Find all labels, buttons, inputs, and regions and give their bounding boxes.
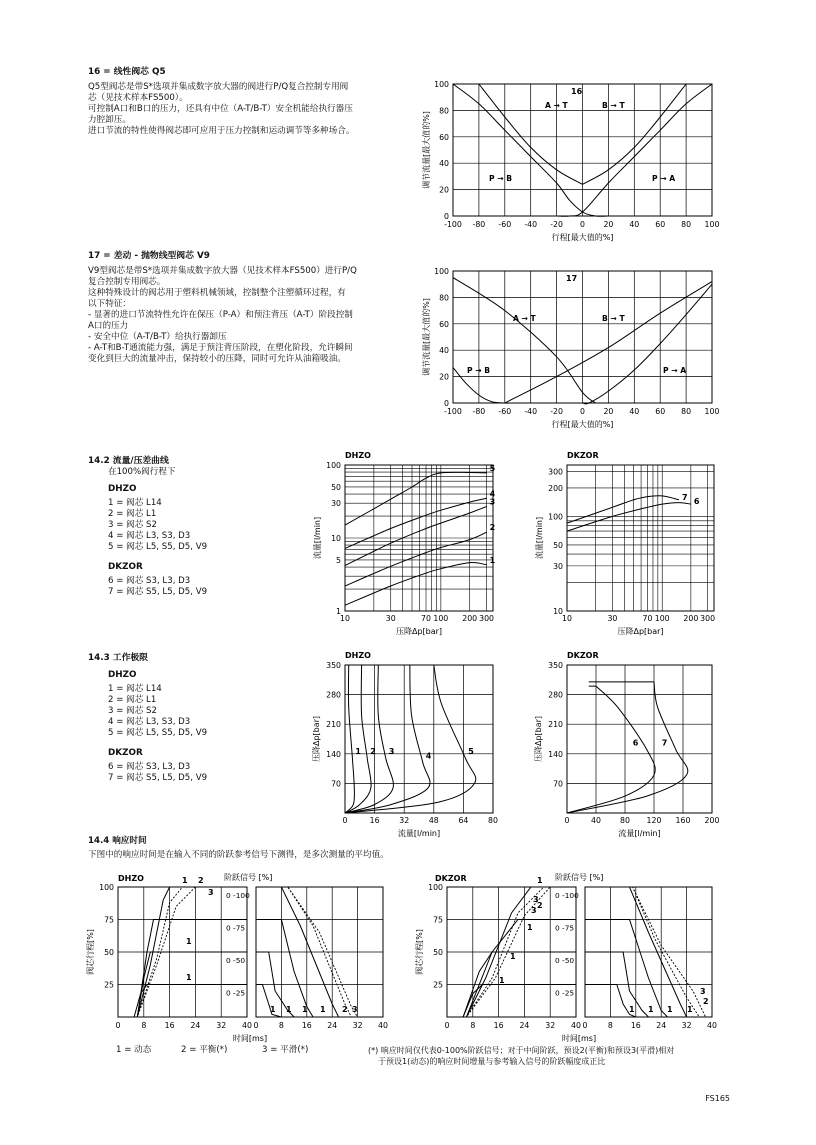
chart-title: 阶跃信号 [%]: [224, 873, 273, 882]
section-17-line: 变化到巨大的流量冲击，保持较小的压降，同时可允许从油箱吸油。: [88, 354, 346, 364]
plot-frame: [567, 665, 712, 813]
x-tick-label: -100: [444, 220, 462, 229]
y-tick-label: 70: [553, 779, 563, 789]
x-tick-label: 20: [603, 220, 614, 229]
y-tick-label: 50: [553, 540, 563, 550]
step-signal-label: 0 -100: [226, 891, 250, 900]
x-tick-label: 16: [164, 1021, 175, 1030]
step-signal-label: 0 -50: [555, 956, 575, 965]
x-tick-label: -80: [472, 407, 486, 416]
legend-item: 5 = 阀芯 L5, S5, D5, V9: [108, 728, 208, 738]
x-tick-label: 160: [675, 816, 691, 825]
response-note-line: (*) 响应时间仅代表0-100%阶跃信号；对于中间阶跃，预设2(平衡)和预设3(平滑)相对: [368, 1046, 675, 1055]
series-line: [345, 532, 487, 586]
series-label: 7: [661, 738, 668, 748]
x-tick-label: 0: [342, 816, 348, 825]
y-tick-label: 75: [433, 915, 443, 925]
legend-item: 4 = 阀芯 L3, S3, D3: [108, 717, 191, 727]
legend-item: 7 = 阀芯 S5, L5, D5, V9: [108, 773, 208, 783]
response-legend-2: 2 = 平衡(*): [181, 1045, 228, 1055]
series-label: 1: [320, 1005, 326, 1014]
flow-path-label: P → B: [489, 174, 513, 183]
series-label: 3: [352, 1005, 358, 1014]
legend-item: 6 = 阀芯 S3, L3, D3: [108, 762, 191, 772]
series-line: [345, 665, 430, 813]
x-tick-label: -60: [498, 407, 512, 416]
section-14-4-heading: 14.4 响应时间: [88, 836, 147, 846]
series-label: 2: [489, 523, 496, 533]
series-line: [345, 665, 393, 813]
series-label: 1: [286, 1005, 292, 1014]
series-label: 2: [537, 901, 543, 910]
x-tick-label: 80: [681, 407, 692, 416]
section-14-4-desc: 下图中的响应时间是在输入不同的阶跃参考信号下测得，是多次测量的平均值。: [88, 850, 389, 860]
response-legend-3: 3 = 平滑(*): [262, 1045, 309, 1055]
x-tick-label: 8: [607, 1021, 613, 1030]
x-tick-label: 40: [591, 816, 601, 825]
x-tick-label: 0: [580, 407, 585, 416]
flow-path-label: B → T: [602, 314, 625, 323]
y-tick-label: 100: [434, 80, 449, 89]
step-signal-label: 0 -100: [555, 891, 579, 900]
series-line: [118, 920, 247, 1018]
y-tick-label: 50: [331, 482, 341, 492]
y-tick-label: 300: [548, 467, 563, 477]
x-tick-label: -80: [472, 220, 486, 229]
series-label: 3: [388, 747, 395, 757]
y-tick-label: 100: [326, 461, 341, 470]
x-tick-label: 80: [620, 816, 630, 825]
x-tick-label: -40: [524, 407, 538, 416]
step-signal-label: 0 -75: [226, 923, 246, 933]
legend-item: 3 = 阀芯 S2: [108, 706, 157, 716]
y-tick-label: 280: [548, 690, 563, 700]
axis-ylabel: 阀芯行程[%]: [86, 929, 95, 975]
flow-path-label: P → B: [467, 366, 491, 375]
axis-ylabel: 流量[l/min]: [535, 516, 544, 560]
y-tick-label: 80: [439, 293, 449, 303]
x-tick-label: 70: [421, 614, 431, 623]
series-label: 3: [208, 888, 214, 897]
series-line: [567, 682, 688, 813]
x-tick-label: 80: [681, 220, 692, 229]
step-signal-label: 0 -50: [226, 956, 246, 965]
y-tick-label: 10: [553, 607, 563, 616]
axis-ylabel: 调节流量[最大值的%]: [422, 111, 431, 189]
section-14-2-heading: 14.2 流量/压差曲线: [88, 456, 169, 466]
y-tick-label: 60: [439, 132, 449, 142]
x-tick-label: 0: [115, 1021, 121, 1030]
chart-title: DKZOR: [567, 651, 599, 660]
y-tick-label: 280: [326, 690, 341, 700]
group-dhzo-label: DHZO: [108, 670, 137, 680]
x-tick-label: 80: [488, 816, 498, 825]
x-tick-label: 16: [301, 1021, 312, 1030]
chart-title: DHZO: [345, 651, 371, 660]
flow-path-label: A → T: [513, 314, 536, 323]
x-tick-label: 32: [681, 1021, 692, 1030]
series-line: [585, 920, 712, 1018]
series-label: 1: [302, 1005, 308, 1014]
chart-title: DHZO: [118, 874, 144, 883]
x-tick-label: 24: [656, 1021, 667, 1030]
axis-ylabel: 压降Δp[bar]: [534, 715, 543, 763]
axis-xlabel: 时间[ms]: [232, 1034, 268, 1043]
section-17-line: - 显著的进口节流特性允许在保压（P-A）和预注背压（A-T）阶段控制: [88, 310, 353, 320]
section-17-line: 以下特征：: [88, 299, 131, 309]
x-tick-label: 32: [352, 1021, 363, 1030]
y-tick-label: 75: [104, 915, 114, 925]
axis-ylabel: 阀芯行程[%]: [415, 929, 424, 975]
axis-ylabel: 压降Δp[bar]: [312, 715, 321, 763]
y-tick-label: 350: [548, 661, 563, 670]
x-tick-label: 40: [707, 1021, 717, 1030]
y-tick-label: 50: [433, 948, 443, 957]
x-tick-label: 30: [385, 614, 396, 623]
x-tick-label: 100: [654, 614, 670, 623]
x-tick-label: 0: [564, 816, 570, 825]
section-16-line: Q5型阀芯是带S*选项并集成数字放大器的阀进行P/Q复合控制专用阀: [88, 82, 349, 92]
y-tick-label: 100: [428, 883, 443, 892]
axis-xlabel: 压降Δp[bar]: [617, 627, 664, 636]
x-tick-label: 60: [655, 407, 666, 416]
y-tick-label: 140: [326, 749, 341, 759]
x-tick-label: 32: [216, 1021, 227, 1030]
x-tick-label: -20: [550, 407, 563, 416]
x-tick-label: 100: [704, 407, 720, 416]
x-tick-label: 32: [545, 1021, 556, 1030]
x-tick-label: 16: [369, 816, 380, 825]
axis-xlabel: 流量[l/min]: [618, 829, 661, 838]
x-tick-label: 60: [655, 220, 666, 229]
series-line: [583, 284, 713, 404]
section-14-2-sub: 在100%阀行程下: [108, 467, 176, 477]
section-16-line: 可控制A口和B口的压力，还具有中位（A-T/B-T）安全机能给执行器压: [88, 104, 353, 114]
legend-item: 2 = 阀芯 L1: [108, 509, 157, 519]
x-tick-label: 40: [378, 1021, 388, 1030]
x-tick-label: 0: [582, 1021, 588, 1030]
plot-frame: [345, 665, 493, 813]
plot-frame: [567, 465, 714, 611]
y-tick-label: 20: [439, 372, 449, 382]
series-label: 7: [681, 492, 688, 502]
y-tick-label: 25: [433, 980, 443, 990]
group-dhzo-label: DHZO: [108, 484, 137, 494]
flow-path-label: P → A: [663, 366, 687, 375]
series-label: 6: [693, 497, 700, 507]
x-tick-label: 120: [646, 816, 662, 825]
step-signal-label: 0 -75: [555, 923, 575, 933]
x-tick-label: 40: [242, 1021, 252, 1030]
series-label: 6: [632, 738, 639, 748]
legend-item: 3 = 阀芯 S2: [108, 520, 157, 530]
x-tick-label: -40: [524, 220, 538, 229]
legend-item: 7 = 阀芯 S5, L5, D5, V9: [108, 587, 208, 597]
y-tick-label: 25: [104, 980, 114, 990]
flow-path-label: A → T: [545, 101, 568, 110]
section-16-line: 进口节流的特性使得阀芯即可应用于压力控制和运动调节等多种场合。: [88, 126, 355, 136]
y-tick-label: 70: [331, 779, 341, 789]
x-tick-label: 32: [399, 816, 410, 825]
x-tick-label: -100: [444, 407, 462, 416]
x-tick-label: 24: [519, 1021, 530, 1030]
x-tick-label: 24: [327, 1021, 338, 1030]
y-tick-label: 210: [548, 720, 563, 730]
series-line: [345, 665, 354, 813]
axis-xlabel: 时间[ms]: [561, 1034, 597, 1043]
x-tick-label: 48: [428, 816, 439, 825]
y-tick-label: 50: [104, 948, 114, 957]
group-dkzor-label: DKZOR: [108, 748, 143, 758]
series-label: 1: [667, 1005, 673, 1014]
y-tick-label: 100: [434, 267, 449, 276]
x-tick-label: 100: [433, 614, 449, 623]
series-line: [567, 686, 655, 813]
chart-label: 16: [571, 87, 583, 96]
x-tick-label: 200: [683, 614, 699, 623]
y-tick-label: 20: [439, 185, 449, 195]
y-tick-label: 200: [548, 483, 563, 493]
series-label: 1: [648, 1005, 654, 1014]
axis-ylabel: 调节流量[最大值的%]: [422, 298, 431, 376]
series-label: 3: [700, 987, 706, 996]
series-label: 1: [629, 1005, 635, 1014]
response-legend-1: 1 = 动态: [116, 1045, 152, 1055]
y-tick-label: 140: [548, 749, 563, 759]
series-label: 1: [537, 876, 543, 885]
series-label: 2: [703, 997, 709, 1006]
x-tick-label: 16: [630, 1021, 641, 1030]
x-tick-label: 40: [629, 220, 640, 229]
y-tick-label: 60: [439, 319, 449, 329]
x-tick-label: 20: [603, 407, 614, 416]
series-label: 1: [186, 973, 192, 982]
series-label: 1: [270, 1005, 276, 1014]
x-tick-label: 0: [580, 220, 585, 229]
y-tick-label: 210: [326, 720, 341, 730]
y-tick-label: 100: [99, 883, 114, 892]
axis-xlabel: 流量[l/min]: [397, 829, 441, 838]
series-line: [345, 563, 487, 606]
series-label: 2: [370, 747, 376, 757]
step-signal-label: 0 -25: [555, 988, 575, 998]
axis-xlabel: 压降Δp[bar]: [395, 627, 443, 636]
section-17-heading: 17 = 差动 - 抛物线型阀芯 V9: [88, 251, 210, 261]
series-label: 4: [489, 489, 496, 499]
y-tick-label: 40: [439, 159, 449, 169]
series-label: 2: [342, 1005, 348, 1014]
legend-item: 6 = 阀芯 S3, L3, D3: [108, 576, 191, 586]
x-tick-label: 8: [470, 1021, 476, 1030]
series-label: 1: [355, 747, 361, 757]
series-label: 1: [182, 876, 188, 885]
x-tick-label: -60: [498, 220, 512, 229]
legend-item: 1 = 阀芯 L14: [108, 684, 162, 694]
y-tick-label: 5: [336, 555, 341, 565]
legend-item: 5 = 阀芯 L5, S5, D5, V9: [108, 542, 208, 552]
series-label: 5: [489, 463, 496, 473]
chart-title: DKZOR: [435, 874, 467, 883]
x-tick-label: 24: [190, 1021, 201, 1030]
flow-path-label: B → T: [602, 101, 625, 110]
x-tick-label: -20: [550, 220, 563, 229]
response-note-line: 于预设1(动态)的响应时间增量与参考输入信号的阶跃幅度成正比: [378, 1057, 606, 1066]
chart-title: 阶跃信号 [%]: [555, 873, 604, 882]
y-tick-label: 100: [548, 512, 563, 522]
flow-path-label: P → A: [652, 174, 676, 183]
series-line: [256, 920, 383, 1018]
x-tick-label: 40: [571, 1021, 581, 1030]
section-16-line: 力腔卸压。: [88, 115, 131, 125]
x-tick-label: 8: [141, 1021, 147, 1030]
page-number: FS165: [705, 1094, 730, 1103]
series-label: 1: [527, 923, 533, 932]
x-tick-label: 0: [444, 1021, 450, 1030]
x-tick-label: 200: [462, 614, 478, 623]
y-tick-label: 0: [444, 399, 449, 408]
axis-xlabel: 行程[最大值的%]: [551, 420, 614, 429]
x-tick-label: 0: [253, 1021, 259, 1030]
chart-title: DHZO: [345, 451, 371, 460]
x-tick-label: 100: [704, 220, 720, 229]
x-tick-label: 10: [562, 614, 572, 623]
section-17-line: A口的压力: [88, 321, 129, 331]
chart-label: 17: [566, 274, 578, 283]
y-tick-label: 350: [326, 661, 341, 670]
section-14-3-heading: 14.3 工作极限: [88, 653, 148, 663]
series-line: [447, 920, 576, 1018]
x-tick-label: 30: [607, 614, 618, 623]
y-tick-label: 40: [439, 346, 449, 356]
legend-item: 4 = 阀芯 L3, S3, D3: [108, 531, 191, 541]
section-17-line: - 安全中位（A-T/B-T）给执行器卸压: [88, 332, 227, 342]
series-label: 5: [468, 747, 474, 757]
series-label: 1: [489, 555, 496, 565]
y-tick-label: 80: [439, 106, 449, 116]
y-tick-label: 30: [331, 499, 341, 509]
series-label: 1: [510, 952, 516, 961]
legend-item: 2 = 阀芯 L1: [108, 695, 157, 705]
series-line: [453, 278, 596, 403]
series-label: 3: [533, 895, 539, 904]
axis-ylabel: 流量[l/min]: [313, 516, 322, 560]
section-16-line: 芯（见技术样本FS500）。: [88, 93, 188, 103]
section-17-line: 这种特殊设计的阀芯用于塑料机械领域，控制整个注塑循环过程，有: [88, 288, 346, 298]
section-17-line: 复合控制专用阀芯。: [88, 277, 166, 287]
y-tick-label: 1: [336, 607, 341, 616]
section-16-heading: 16 = 线性阀芯 Q5: [88, 67, 166, 77]
group-dkzor-label: DKZOR: [108, 562, 143, 572]
series-label: 1: [499, 976, 505, 985]
y-tick-label: 30: [553, 561, 563, 571]
series-line: [345, 472, 487, 525]
series-label: 3: [531, 906, 537, 915]
x-tick-label: 40: [629, 407, 640, 416]
section-17-line: - A-T和B-T通流能力强，满足于预注背压阶段，在塑化阶段，允许瞬间: [88, 343, 353, 353]
series-label: 2: [198, 876, 204, 885]
x-tick-label: 300: [700, 614, 716, 623]
axis-xlabel: 行程[最大值的%]: [551, 233, 614, 242]
y-tick-label: 0: [444, 212, 449, 221]
y-tick-label: 10: [331, 534, 341, 543]
chart-title: DKZOR: [567, 451, 599, 460]
x-tick-label: 10: [340, 614, 350, 623]
legend-item: 1 = 阀芯 L14: [108, 498, 162, 508]
step-signal-label: 0 -25: [226, 988, 246, 998]
series-label: 3: [489, 497, 496, 507]
x-tick-label: 8: [278, 1021, 284, 1030]
x-tick-label: 300: [479, 614, 495, 623]
x-tick-label: 16: [493, 1021, 504, 1030]
section-17-line: V9型阀芯是带S*选项并集成数字放大器（见技术样本FS500）进行P/Q: [88, 266, 357, 276]
series-label: 1: [687, 1005, 693, 1014]
x-tick-label: 200: [704, 816, 720, 825]
x-tick-label: 64: [458, 816, 469, 825]
series-label: 1: [186, 937, 192, 946]
x-tick-label: 70: [642, 614, 653, 623]
series-label: 4: [425, 751, 432, 761]
